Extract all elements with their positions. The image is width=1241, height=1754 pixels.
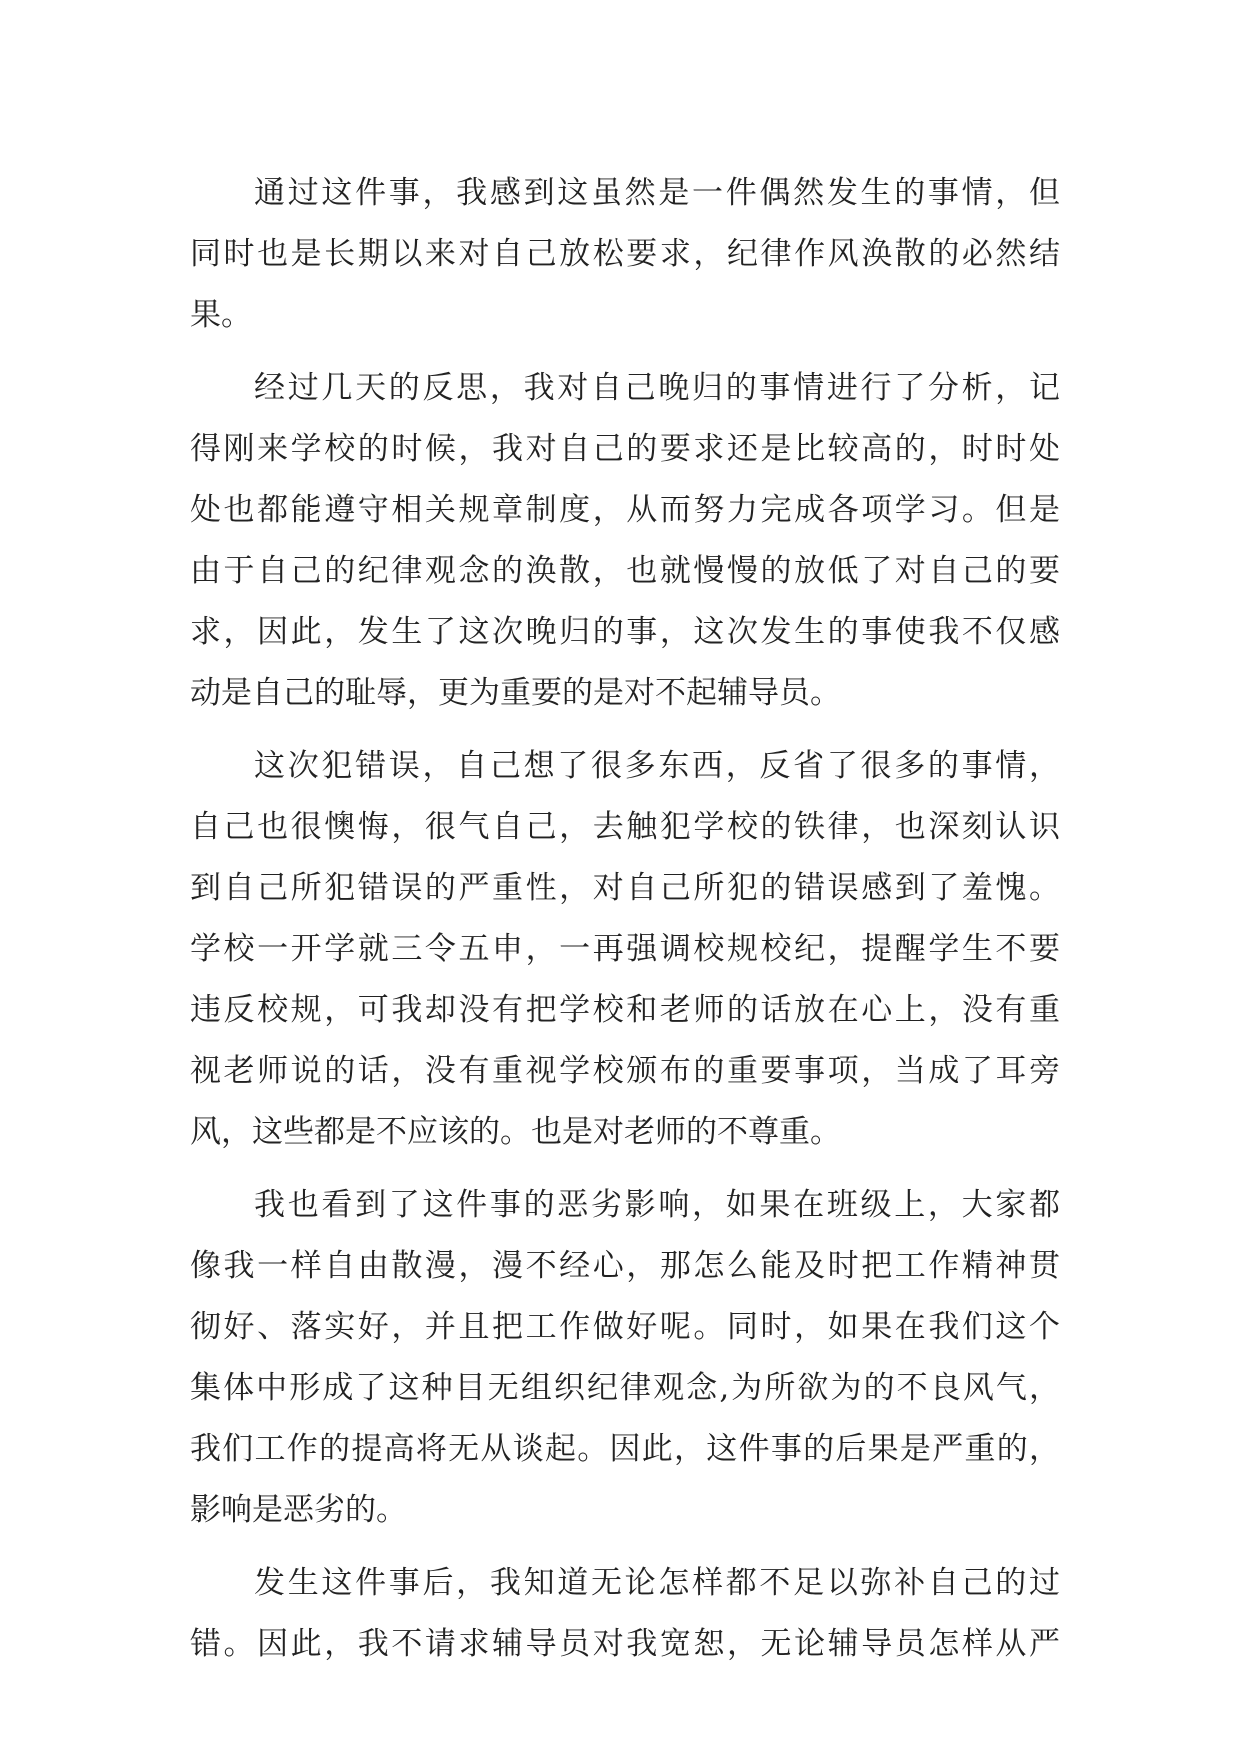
- text-line: 到自己所犯错误的严重性，对自己所犯的错误感到了羞愧。: [190, 870, 1060, 906]
- text-line: 自己也很懊悔，很气自己，去触犯学校的铁律，也深刻认识: [190, 809, 1060, 845]
- text-line: 经过几天的反思，我对自己晚归的事情进行了分析，记: [254, 370, 1060, 406]
- paragraph: [190, 1175, 1060, 1541]
- text-line: 集体中形成了这种目无组织纪律观念,为所欲为的不良风气，: [190, 1370, 1060, 1406]
- text-line: 视老师说的话，没有重视学校颁布的重要事项，当成了耳旁: [190, 1053, 1060, 1089]
- text-line: 由于自己的纪律观念的涣散，也就慢慢的放低了对自己的要: [190, 553, 1060, 589]
- text-line: 学校一开学就三令五申，一再强调校规校纪，提醒学生不要: [190, 931, 1060, 967]
- paragraph: [190, 358, 1060, 724]
- text-line: 果。: [190, 297, 252, 333]
- text-line: 发生这件事后，我知道无论怎样都不足以弥补自己的过: [254, 1565, 1060, 1601]
- paragraph: [190, 736, 1060, 1163]
- paragraph: [190, 1553, 1060, 1675]
- text-line: 得刚来学校的时候，我对自己的要求还是比较高的，时时处: [190, 431, 1060, 467]
- text-line: 同时也是长期以来对自己放松要求，纪律作风涣散的必然结: [190, 236, 1060, 272]
- text-line: 违反校规，可我却没有把学校和老师的话放在心上，没有重: [190, 992, 1060, 1028]
- text-line: 彻好、落实好，并且把工作做好呢。同时，如果在我们这个: [190, 1309, 1060, 1345]
- text-line: 错。因此，我不请求辅导员对我宽恕，无论辅导员怎样从严: [190, 1626, 1060, 1662]
- document-body: [190, 163, 1060, 1687]
- text-line: 风，这些都是不应该的。也是对老师的不尊重。: [190, 1114, 841, 1150]
- text-line: 求，因此，发生了这次晚归的事，这次发生的事使我不仅感: [190, 614, 1060, 650]
- text-line: 影响是恶劣的。: [190, 1492, 407, 1528]
- text-line: 处也都能遵守相关规章制度，从而努力完成各项学习。但是: [190, 492, 1060, 528]
- text-line: 这次犯错误，自己想了很多东西，反省了很多的事情，: [254, 748, 1060, 784]
- text-line: 通过这件事，我感到这虽然是一件偶然发生的事情，但: [254, 175, 1060, 211]
- text-line: 像我一样自由散漫，漫不经心，那怎么能及时把工作精神贯: [190, 1248, 1060, 1284]
- paragraph: [190, 163, 1060, 346]
- text-line: 我们工作的提高将无从谈起。因此，这件事的后果是严重的，: [190, 1431, 1060, 1467]
- text-line: 动是自己的耻辱，更为重要的是对不起辅导员。: [190, 675, 841, 711]
- text-line: 我也看到了这件事的恶劣影响，如果在班级上，大家都: [254, 1187, 1060, 1223]
